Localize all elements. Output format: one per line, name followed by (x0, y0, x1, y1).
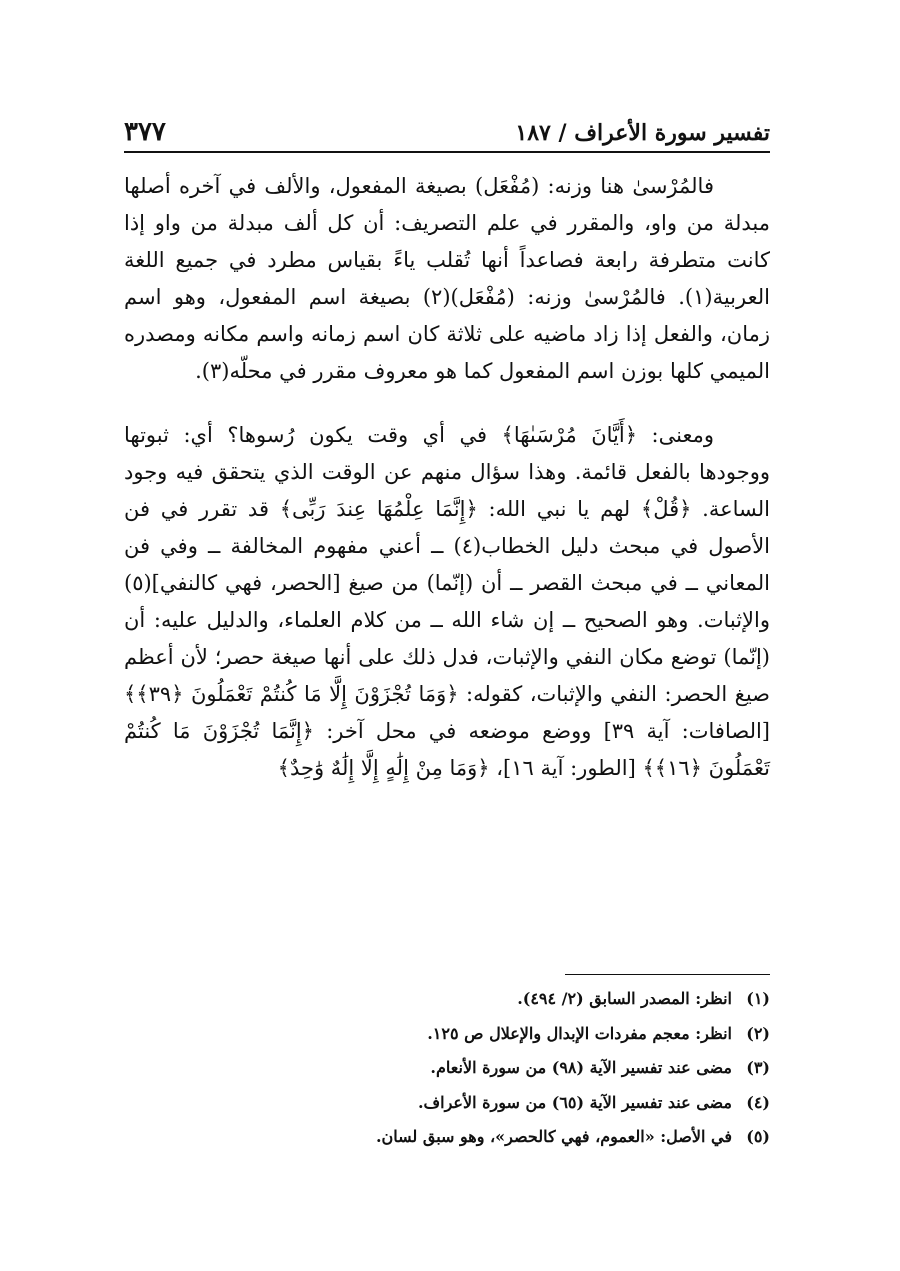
footnote-number: (٣) (746, 1058, 770, 1077)
footnote-text: مضى عند تفسير الآية (٩٨) من سورة الأنعام. (430, 1058, 732, 1077)
footnote-5 (124, 1120, 770, 1155)
page-number: ٣٧٧ (124, 117, 166, 147)
body-text (124, 168, 770, 787)
paragraph-1: فالمُرْسىٰ هنا وزنه: (مُفْعَل) بصيغة المفعول، والألف في آخره أصلها مبدلة من واو، والمقرر في علم التصريف: أن كل ألف مبدلة من واو إذا كانت متطرفة رابعة فصاعداً أنها تُقلب ياءً بقياس مطرد في جميع اللغة العربية(١). فالمُرْسىٰ وزنه: (مُفْعَل)(٢) بصيغة اسم المفعول، وهو اسم زمان، والفعل إذا زاد ماضيه على ثلاثة كان اسم زمانه واسم مكانه ومصدره الميمي كلها بوزن اسم المفعول كما هو معروف مقرر في محلّه(٣). (124, 174, 770, 383)
footnote-number: (٤) (746, 1092, 770, 1112)
footnote-divider (565, 974, 770, 975)
paragraph-2: ومعنى: ﴿أَيَّانَ مُرْسَىٰهَا﴾ في أي وقت يكون رُسوها؟ أي: ثبوتها ووجودها بالفعل قائمة. وهذا سؤال منهم عن الوقت الذي يتحقق فيه وجود الساعة. ﴿قُلْ﴾ لهم يا نبي الله: ﴿إِنَّمَا عِلْمُهَا عِندَ رَبِّى﴾ قد تقرر في فن الأصول في مبحث دليل الخطاب(٤) ــ أعني مفهوم المخالفة ــ وفي فن المعاني ــ في مبحث القصر ــ أن (إنّما) من صيغ [الحصر، فهي كالنفي](٥) والإثبات. وهو الصحيح ــ إن شاء الله ــ من كلام العلماء، والدليل عليه: أن (إنّما) توضع مكان النفي والإثبات، فدل ذلك على أنها صيغة حصر؛ لأن أعظم صيغ الحصر: النفي والإثبات، كقوله: ﴿وَمَا تُجْزَوْنَ إِلَّا مَا كُنتُمْ تَعْمَلُونَ ﴿٣٩﴾﴾ [الصافات: آية ٣٩] ووضع موضعه في محل آخر: ﴿إِنَّمَا تُجْزَوْنَ مَا كُنتُمْ تَعْمَلُونَ ﴿١٦﴾﴾ [الطور: آية ١٦]، ﴿وَمَا مِنْ إِلَٰهٍ إِلَّا إِلَٰهٌ وَٰحِدٌ﴾ (124, 423, 771, 780)
footnote-number: (٢) (746, 1023, 770, 1043)
footnote-text: انظر: المصدر السابق (٢/ ٤٩٤). (517, 989, 732, 1008)
header-divider (124, 151, 770, 153)
page-header (124, 108, 770, 150)
footnote-1 (124, 982, 770, 1017)
footnote-3 (124, 1051, 770, 1086)
footnote-number: (١) (746, 989, 770, 1008)
running-title: تفسير سورة الأعراف / ١٨٧ (515, 120, 770, 146)
footnote-2 (124, 1017, 770, 1052)
footnote-4 (124, 1086, 770, 1121)
footnote-number: (٥) (746, 1127, 770, 1146)
footnotes (124, 982, 770, 1155)
footnote-text: مضى عند تفسير الآية (٦٥) من سورة الأعراف. (417, 1092, 732, 1112)
footnote-text: في الأصل: «العموم، فهي كالحصر»، وهو سبق لسان. (375, 1127, 732, 1146)
footnote-text: انظر: معجم مفردات الإبدال والإعلال ص ١٢٥. (427, 1023, 732, 1043)
